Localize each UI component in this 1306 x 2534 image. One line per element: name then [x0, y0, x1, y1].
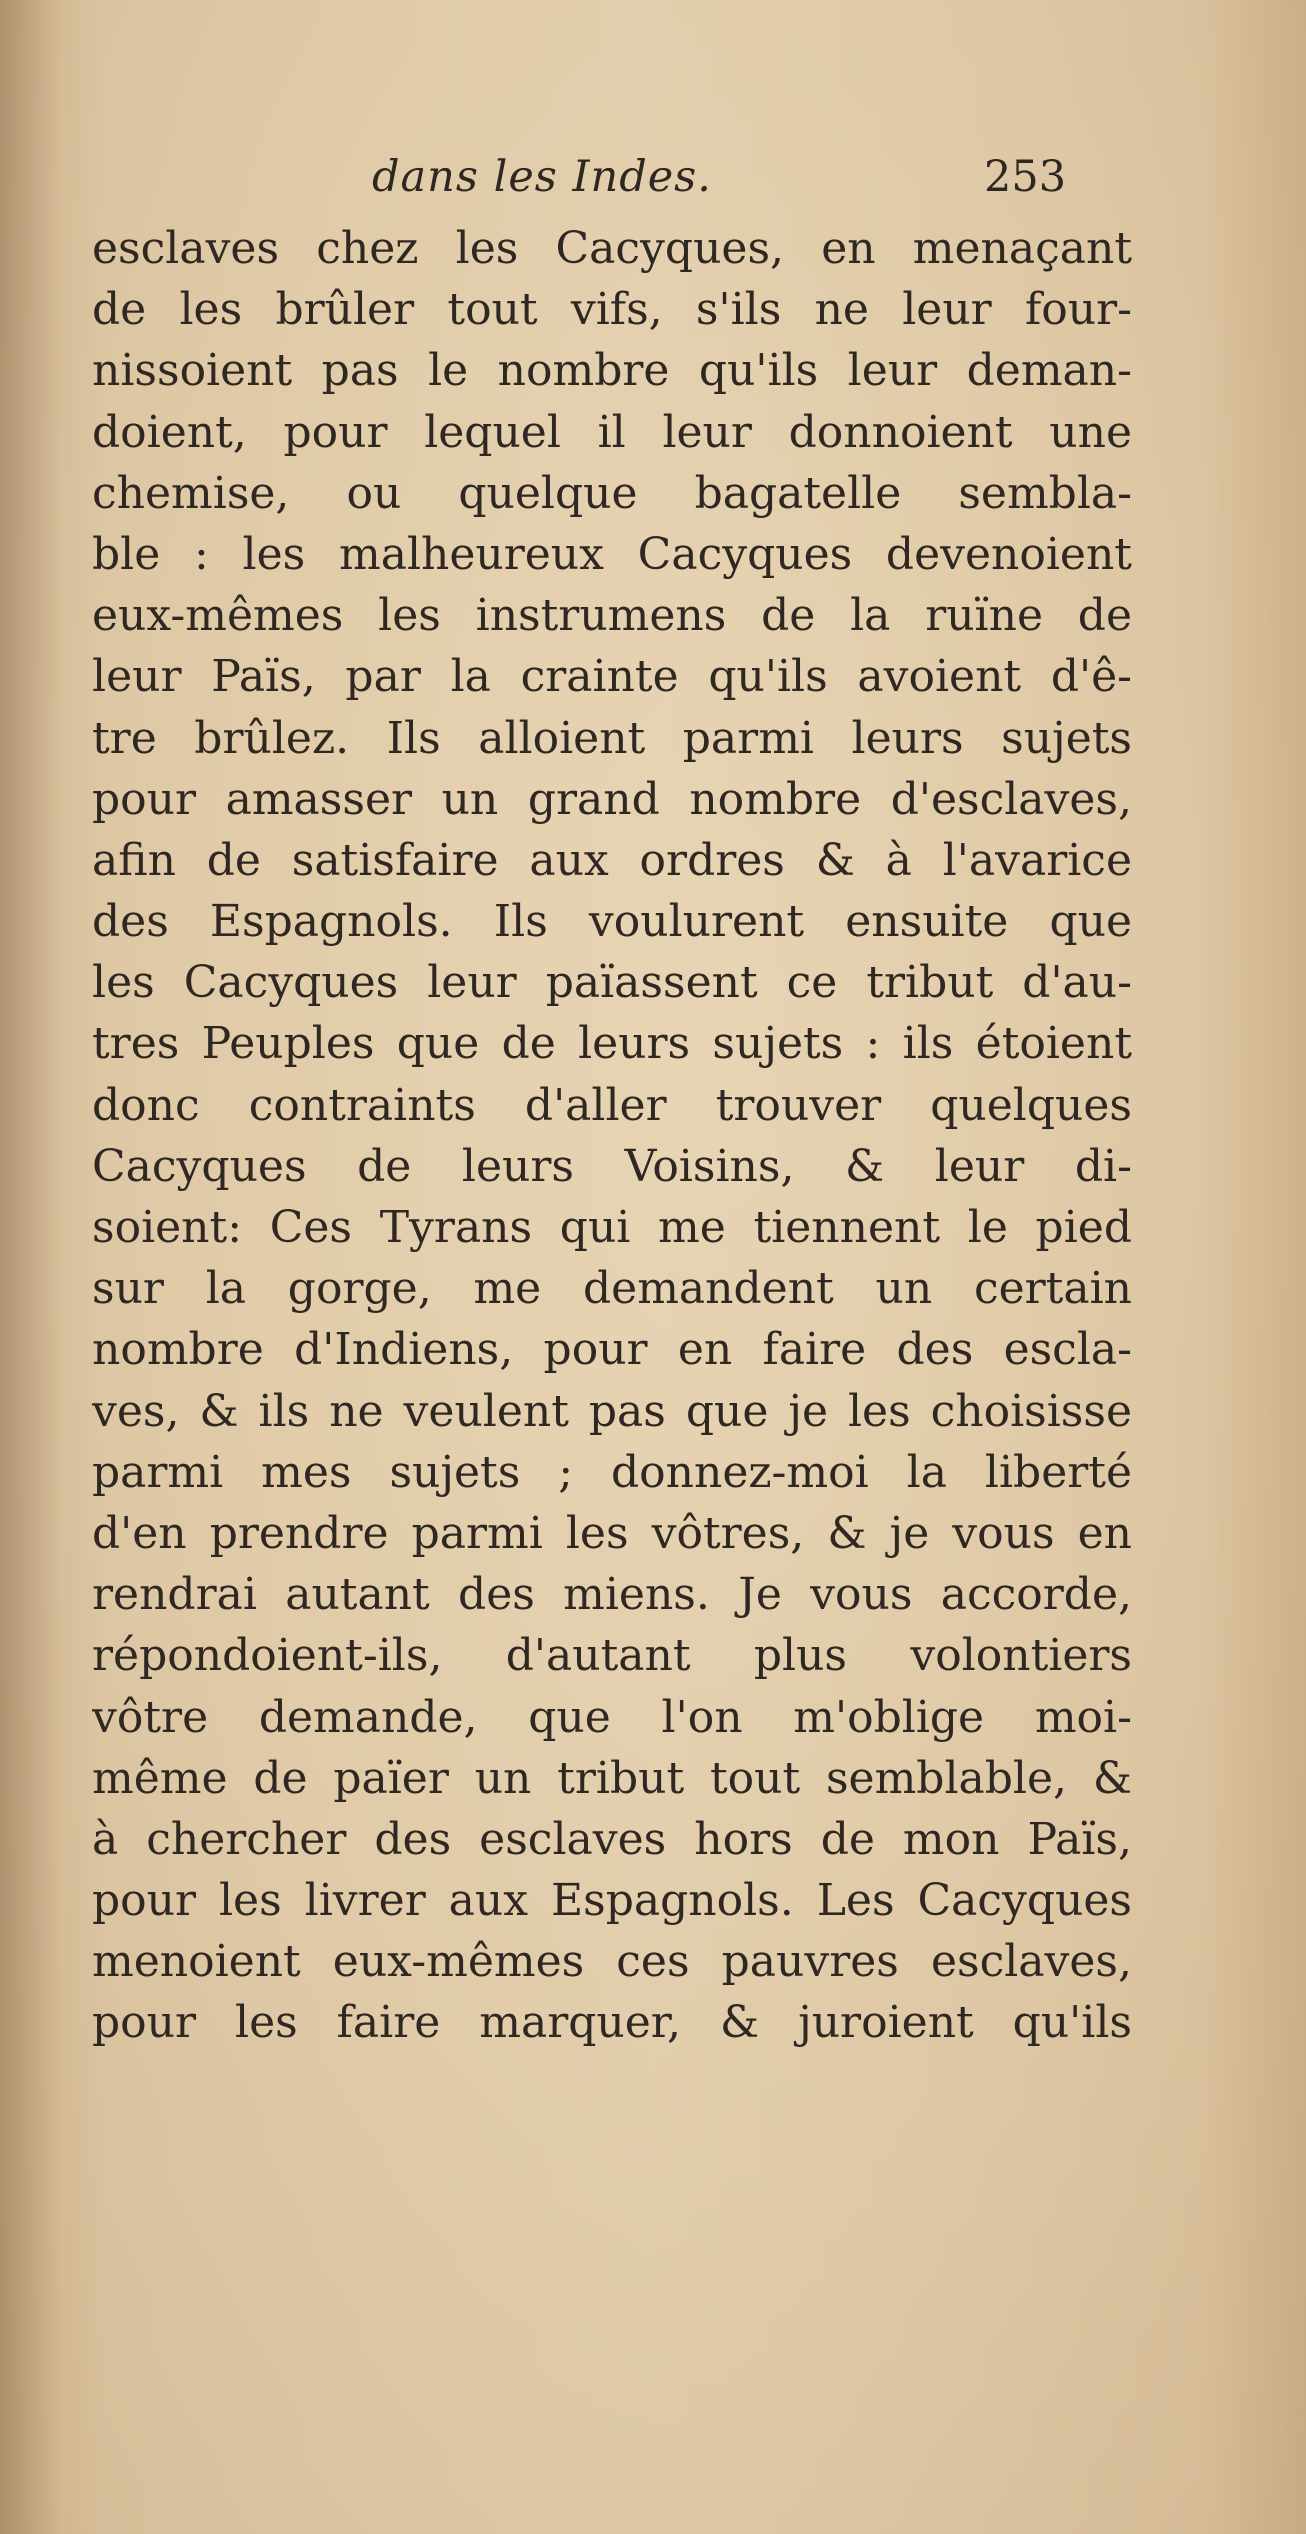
text-line: Cacyques de leurs Voisins, & leur di-: [92, 1140, 1132, 1192]
text-line: répondoient-ils, d'autant plus volontiers: [92, 1630, 1132, 1682]
text-line: esclaves chez les Cacyques, en menaçant: [92, 223, 1132, 274]
text-line: parmi mes sujets ; donnez-moi la liberté: [92, 1446, 1132, 1498]
text-line: pour les livrer aux Espagnols. Les Cacyques: [92, 1875, 1132, 1927]
running-head: dans les Indes.: [372, 152, 712, 202]
text-line: nissoient pas le nombre qu'ils leur deman-: [92, 345, 1132, 397]
text-line: ves, & ils ne veulent pas que je les choisisse: [92, 1385, 1132, 1437]
text-line: des Espagnols. Ils voulurent ensuite que: [92, 896, 1132, 948]
text-line: pour amasser un grand nombre d'esclaves,: [92, 773, 1132, 825]
text-line: de les brûler tout vifs, s'ils ne leur four-: [92, 284, 1132, 336]
text-line: doient, pour lequel il leur donnoient une: [92, 406, 1132, 458]
text-line: d'en prendre parmi les vôtres, & je vous en: [92, 1507, 1132, 1559]
text-line: nombre d'Indiens, pour en faire des escla-: [92, 1324, 1132, 1376]
text-line: sur la gorge, me demandent un certain: [92, 1263, 1132, 1315]
text-line: soient: Ces Tyrans qui me tiennent le pied: [92, 1202, 1132, 1253]
text-line: pour les faire marquer, & juroient qu'ils: [92, 1997, 1132, 2049]
body-text: [92, 218, 1132, 2054]
text-line: donc contraints d'aller trouver quelques: [92, 1079, 1132, 1131]
page-number: 253: [984, 152, 1067, 202]
text-line: rendrai autant des miens. Je vous accorde,: [92, 1569, 1132, 1621]
text-line: à chercher des esclaves hors de mon Païs,: [92, 1813, 1132, 1865]
gutter-shadow: [0, 0, 60, 2534]
text-line: menoient eux-mêmes ces pauvres esclaves,: [92, 1936, 1132, 1988]
text-line: afin de satisfaire aux ordres & à l'avarice: [92, 834, 1132, 886]
text-line: leur Païs, par la crainte qu'ils avoient d'ê-: [92, 651, 1132, 703]
text-line: vôtre demande, que l'on m'oblige moi-: [92, 1691, 1132, 1743]
text-line: tres Peuples que de leurs sujets : ils étoient: [92, 1018, 1132, 1070]
text-line: tre brûlez. Ils alloient parmi leurs sujets: [92, 712, 1132, 764]
text-line: les Cacyques leur païassent ce tribut d'au-: [92, 957, 1132, 1009]
text-line: eux-mêmes les instrumens de la ruïne de: [92, 590, 1132, 642]
text-line: ble : les malheureux Cacyques devenoient: [92, 528, 1132, 580]
text-line: chemise, ou quelque bagatelle sembla-: [92, 467, 1132, 519]
text-line: même de païer un tribut tout semblable, &: [92, 1752, 1132, 1804]
